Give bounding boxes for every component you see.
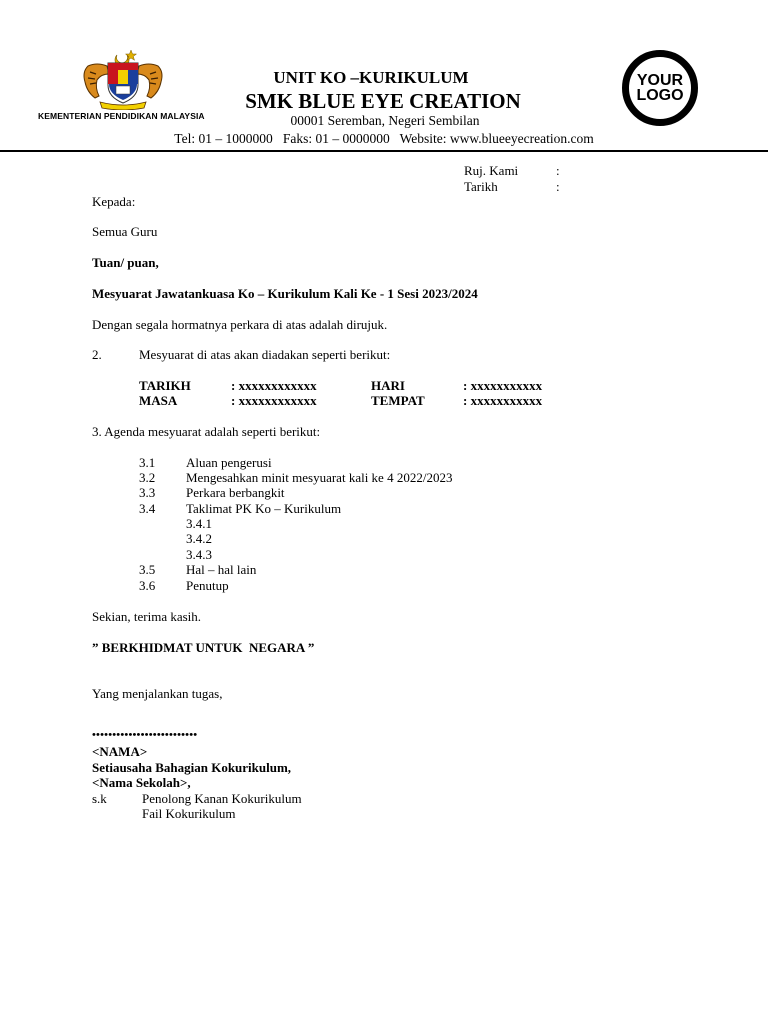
detail-tarikh-value: : xxxxxxxxxxxx: [231, 378, 317, 393]
agenda-item: Perkara berbangkit: [186, 485, 285, 500]
para3-text: 3. Agenda mesyuarat adalah seperti berikut:: [92, 424, 321, 439]
logo-line-2: LOGO: [636, 87, 684, 104]
cc-recipient: Fail Kokurikulum: [142, 806, 236, 821]
detail-hari-label: HARI: [371, 378, 405, 393]
cc-recipient: Penolong Kanan Kokurikulum: [142, 791, 302, 806]
agenda-item: Aluan pengerusi: [186, 455, 272, 470]
cc-label: s.k: [92, 791, 107, 806]
agenda-number: 3.6: [139, 578, 156, 593]
para2-number: 2.: [92, 347, 102, 362]
opening-paragraph: Dengan segala hormatnya perkara di atas adalah dirujuk.: [92, 317, 388, 332]
detail-masa-value: : xxxxxxxxxxxx: [231, 393, 317, 408]
signatory-school: <Nama Sekolah>,: [92, 775, 191, 790]
tarikh-colon: :: [556, 179, 560, 194]
ruj-kami-colon: :: [556, 163, 560, 178]
agenda-number: 3.2: [139, 470, 156, 485]
agenda-number: 3.1: [139, 455, 156, 470]
agenda-number: 3.5: [139, 562, 156, 577]
detail-tempat-value: : xxxxxxxxxxx: [463, 393, 543, 408]
school-address-text: 00001 Seremban, Negeri Sembilan: [290, 113, 480, 128]
signature-line: ••••••••••••••••••••••••••: [92, 729, 198, 741]
unit-title-text: UNIT KO –KURIKULUM: [273, 68, 469, 87]
salutation: Tuan/ puan,: [92, 255, 159, 270]
school-contact: [0, 131, 768, 147]
signoff: Yang menjalankan tugas,: [92, 686, 223, 701]
ministry-name: KEMENTERIAN PENDIDIKAN MALAYSIA: [38, 111, 205, 121]
school-name-text: SMK BLUE EYE CREATION: [245, 89, 521, 113]
agenda-number: 3.4: [139, 501, 156, 516]
agenda-subitem: 3.4.2: [186, 531, 212, 546]
closing: Sekian, terima kasih.: [92, 609, 202, 624]
agenda-item: Penutup: [186, 578, 229, 593]
para2-text: Mesyuarat di atas akan diadakan seperti berikut:: [139, 347, 391, 362]
signatory-name: <NAMA>: [92, 744, 148, 759]
detail-tempat-label: TEMPAT: [371, 393, 425, 408]
signatory-position: Setiausaha Bahagian Kokurikulum,: [92, 760, 292, 775]
school-contact-text: Tel: 01 – 1000000 Faks: 01 – 0000000 Website: www.blueeyecreation.com: [174, 131, 594, 146]
agenda-item: Hal – hal lain: [186, 562, 257, 577]
logo-line-1: YOUR: [636, 72, 684, 89]
school-logo: [622, 50, 698, 126]
kepada-label: Kepada:: [92, 194, 136, 209]
recipient: Semua Guru: [92, 224, 158, 239]
header-divider: [0, 150, 768, 152]
agenda-item: Mengesahkan minit mesyuarat kali ke 4 2022/2023: [186, 470, 453, 485]
tarikh-label: Tarikh: [464, 179, 498, 194]
detail-masa-label: MASA: [139, 393, 178, 408]
detail-hari-value: : xxxxxxxxxxx: [463, 378, 543, 393]
motto: ” BERKHIDMAT UNTUK NEGARA ”: [92, 640, 315, 655]
agenda-subitem: 3.4.3: [186, 547, 212, 562]
letter-subject: Mesyuarat Jawatankuasa Ko – Kurikulum Kali Ke - 1 Sesi 2023/2024: [92, 286, 478, 301]
agenda-item: Taklimat PK Ko – Kurikulum: [186, 501, 342, 516]
detail-tarikh-label: TARIKH: [139, 378, 191, 393]
ruj-kami-label: Ruj. Kami: [464, 163, 519, 178]
agenda-subitem: 3.4.1: [186, 516, 212, 531]
agenda-number: 3.3: [139, 485, 156, 500]
